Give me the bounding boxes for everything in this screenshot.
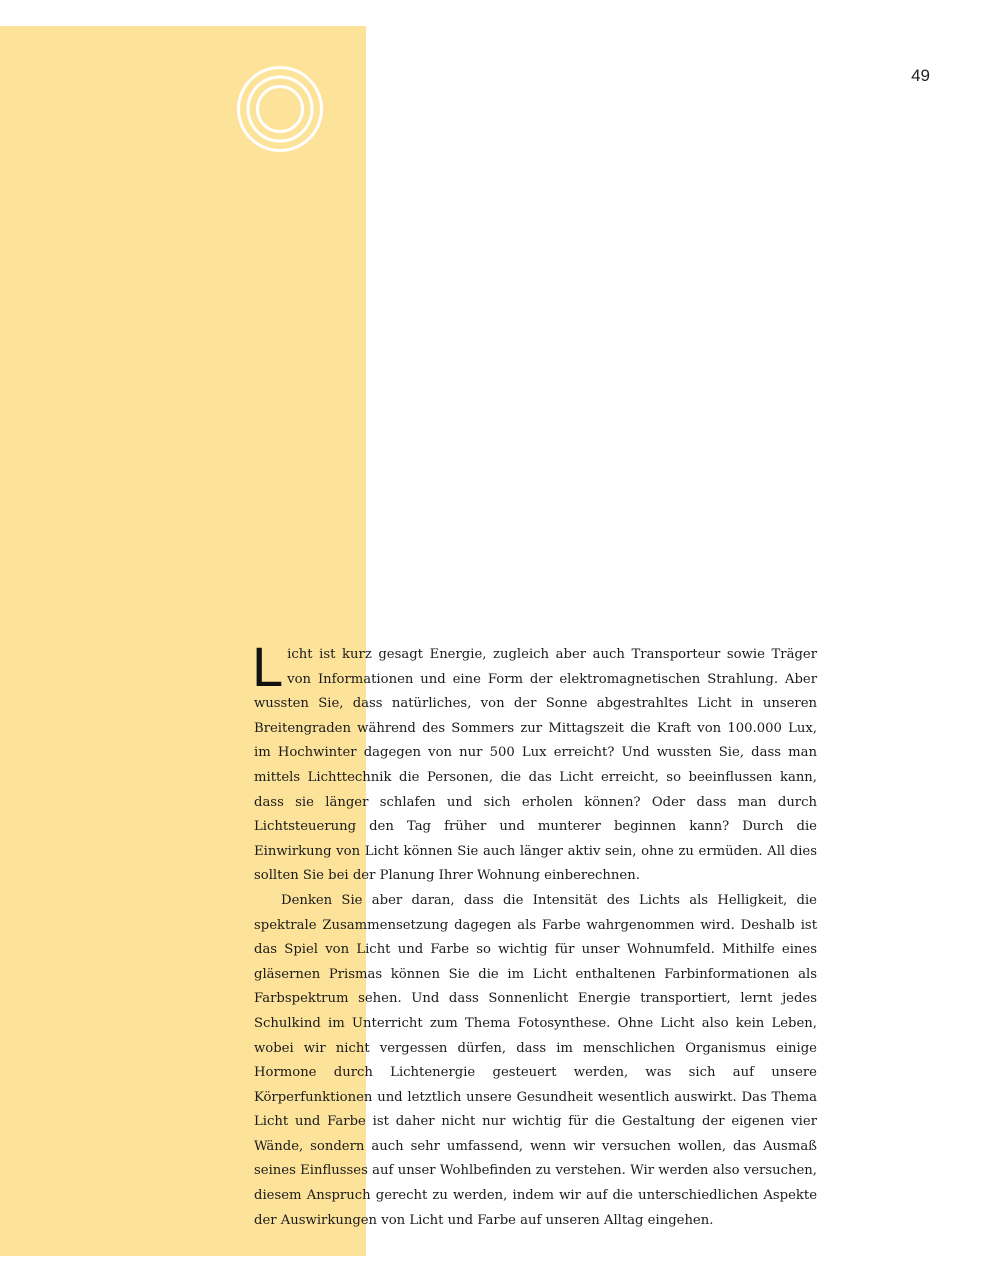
concentric-circles-icon: [236, 65, 324, 153]
paragraph-2: Denken Sie aber daran, dass die Intensität des Lichts als Helligkeit, die spektrale Zusammensetzung dagegen als Farbe wahrgenommen wird. Deshalb ist das Spiel von Licht und Farbe so wichtig für unser Wohnumfeld. Mithilfe eines gläsernen Prismas können Sie die im Licht enthaltenen Farbinformationen als Farbspektrum sehen. Und dass Sonnenlicht Energie transportiert, lernt jedes Schulkind im Unterricht zum Thema Fotosynthese. Ohne Licht also kein Leben, wobei wir nicht vergessen dürfen, dass im menschlichen Organismus einige Hormone durch Lichtenergie gesteuert werden, was sich auf unsere Körperfunktionen und letztlich unsere Gesundheit wesentlich auswirkt. Das Thema Licht und Farbe ist daher nicht nur wichtig für die Gestaltung der eigenen vier Wände, sondern auch sehr umfassend, wenn wir versuchen wollen, das Ausmaß seines Einflusses auf unser Wohlbefinden zu verstehen. Wir werden also versuchen, diesem Anspruch gerecht zu werden, indem wir auf die unterschiedlichen Aspekte der Auswirkungen von Licht und Farbe auf unseren Alltag eingehen.: [254, 892, 817, 1228]
page-number: 49: [911, 66, 930, 85]
paragraph-1-text: icht ist kurz gesagt Energie, zugleich aber auch Transporteur sowie Träger von Informationen und eine Form der elektromagnetischen Strahlung. Aber wussten Sie, dass natürliches, von der Sonne abgestrahltes Licht in unseren Breitengraden während des Sommers zur Mittagszeit die Kraft von 100.000 Lux, im Hochwinter dagegen von nur 500 Lux erreicht? Und wussten Sie, dass man mittels Lichttechnik die Personen, die das Licht erreicht, so beeinflussen kann, dass sie länger schlafen und sich erholen können? Oder dass man durch Lichtsteuerung den Tag früher und munterer beginnen kann? Durch die Einwirkung von Licht können Sie auch länger aktiv sein, ohne zu ermüden. All dies sollten Sie bei der Planung Ihrer Wohnung einberechnen.: [254, 647, 817, 884]
drop-cap: L: [252, 635, 284, 698]
body-text: [252, 635, 817, 1233]
paragraph-1: [252, 635, 817, 889]
